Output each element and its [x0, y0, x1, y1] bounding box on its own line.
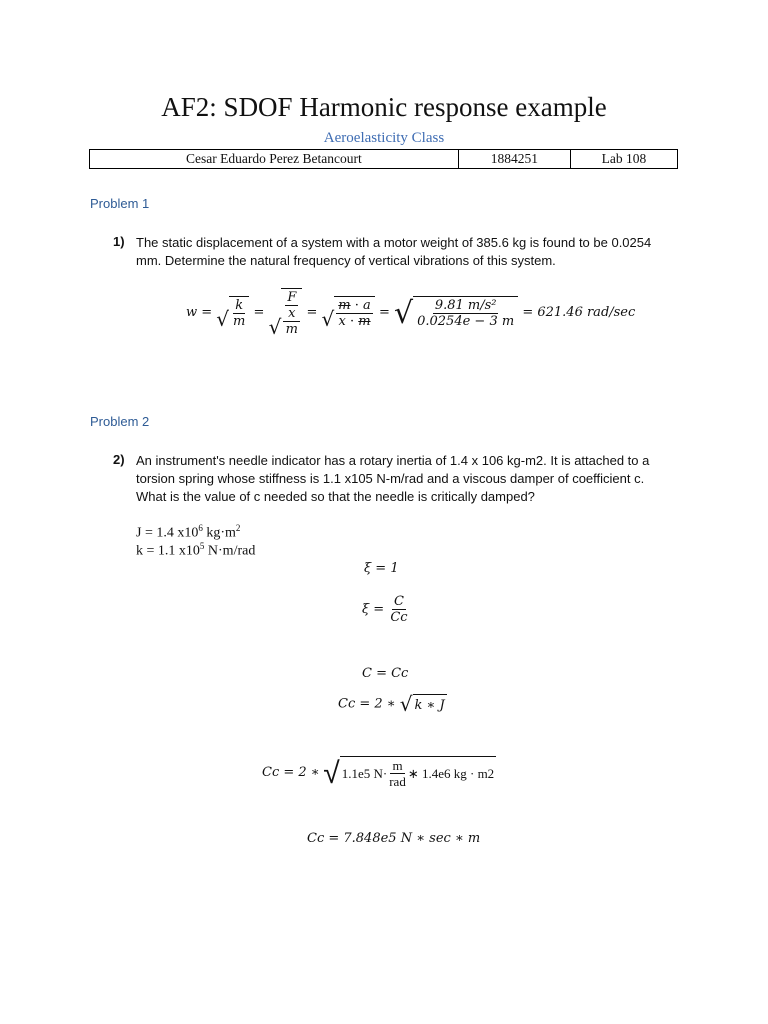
xi-definition: ξ = $\frac{C}{Cc}$	[362, 594, 408, 625]
equals-sign: =	[253, 305, 265, 320]
var-m: m	[233, 314, 246, 329]
problem-2-heading: Problem 2	[90, 414, 150, 429]
sqrt-ma-over-xm: √ $\frac{m \cdot a}{x \cdot m}$	[322, 296, 375, 329]
eq-lhs: w =	[186, 305, 213, 320]
var-k: k	[235, 298, 244, 313]
problem-1-heading: Problem 1	[90, 196, 150, 211]
problem-2-result: Cc = 7.848e5 N ∗ sec ∗ m	[307, 831, 481, 846]
student-name-cell: Cesar Eduardo Perez Betancourt	[90, 150, 459, 169]
problem-1-equation	[186, 288, 635, 337]
problem-2-number: 2)	[113, 452, 125, 467]
sqrt-numeric: √ $\frac{\text{9.81 m/s²}}{0.0254e - 3 m}$	[394, 296, 518, 329]
denominator-value: 0.0254e − 3 m	[417, 314, 515, 329]
lab-cell: Lab 108	[570, 150, 677, 169]
var-m-cancelled: m	[338, 298, 351, 313]
problem-1-result: = 621.46 rad/sec	[522, 305, 636, 320]
var-m: m	[285, 322, 298, 337]
cc-formula: Cc = 2 ∗ √ k ∗ J	[338, 692, 445, 716]
problem-2-text: An instrument's needle indicator has a rotary inertia of 1.4 x 106 kg-m2. It is attached to a torsion spring whose stiffness is 1.1 x105 N-m/rad and a viscous damper of coefficient c. What is the value of c needed so that the needle is critically damped?	[136, 453, 650, 504]
cc-substitution: Cc = 2 ∗ √ 1.1e5 N· $\frac{m}{\text{rad}}$ ∗ 1.4e6 kg · m2	[262, 757, 495, 790]
var-a: a	[363, 298, 371, 313]
page-subtitle: Aeroelasticity Class	[323, 130, 445, 146]
var-m-cancelled: m	[358, 314, 371, 329]
problem-1-text: The static displacement of a system with a motor weight of 385.6 kg is found to be 0.0254 mm. Determine the natural frequency of vertical vibrations of this system.	[136, 235, 652, 268]
var-x: x	[288, 306, 296, 321]
page-title: AF2: SDOF Harmonic response example	[161, 92, 607, 122]
student-id-cell: 1884251	[458, 150, 570, 169]
xi-equals-one: ξ = 1	[364, 561, 399, 576]
c-equals-cc: C = Cc	[362, 666, 409, 681]
table-row	[90, 150, 678, 169]
equals-sign: =	[378, 305, 390, 320]
info-table	[89, 149, 678, 169]
numerator-value: 9.81 m/s²	[434, 298, 497, 313]
problem-1-number: 1)	[113, 234, 125, 249]
sqrt-k-over-m: √ $\frac{k}{m}$	[216, 296, 249, 329]
given-j: J = 1.4 $x10^6$ $kg\cdot m^2$	[136, 523, 241, 541]
given-k: k = 1.1 $x10^5$ N·m/rad	[136, 541, 256, 559]
equals-sign: =	[306, 305, 318, 320]
var-f: F	[287, 290, 297, 305]
sqrt-f-over-x-over-m: √ $\frac{\frac{F}{x}}{m}$	[269, 288, 303, 337]
var-x: x	[338, 314, 346, 329]
